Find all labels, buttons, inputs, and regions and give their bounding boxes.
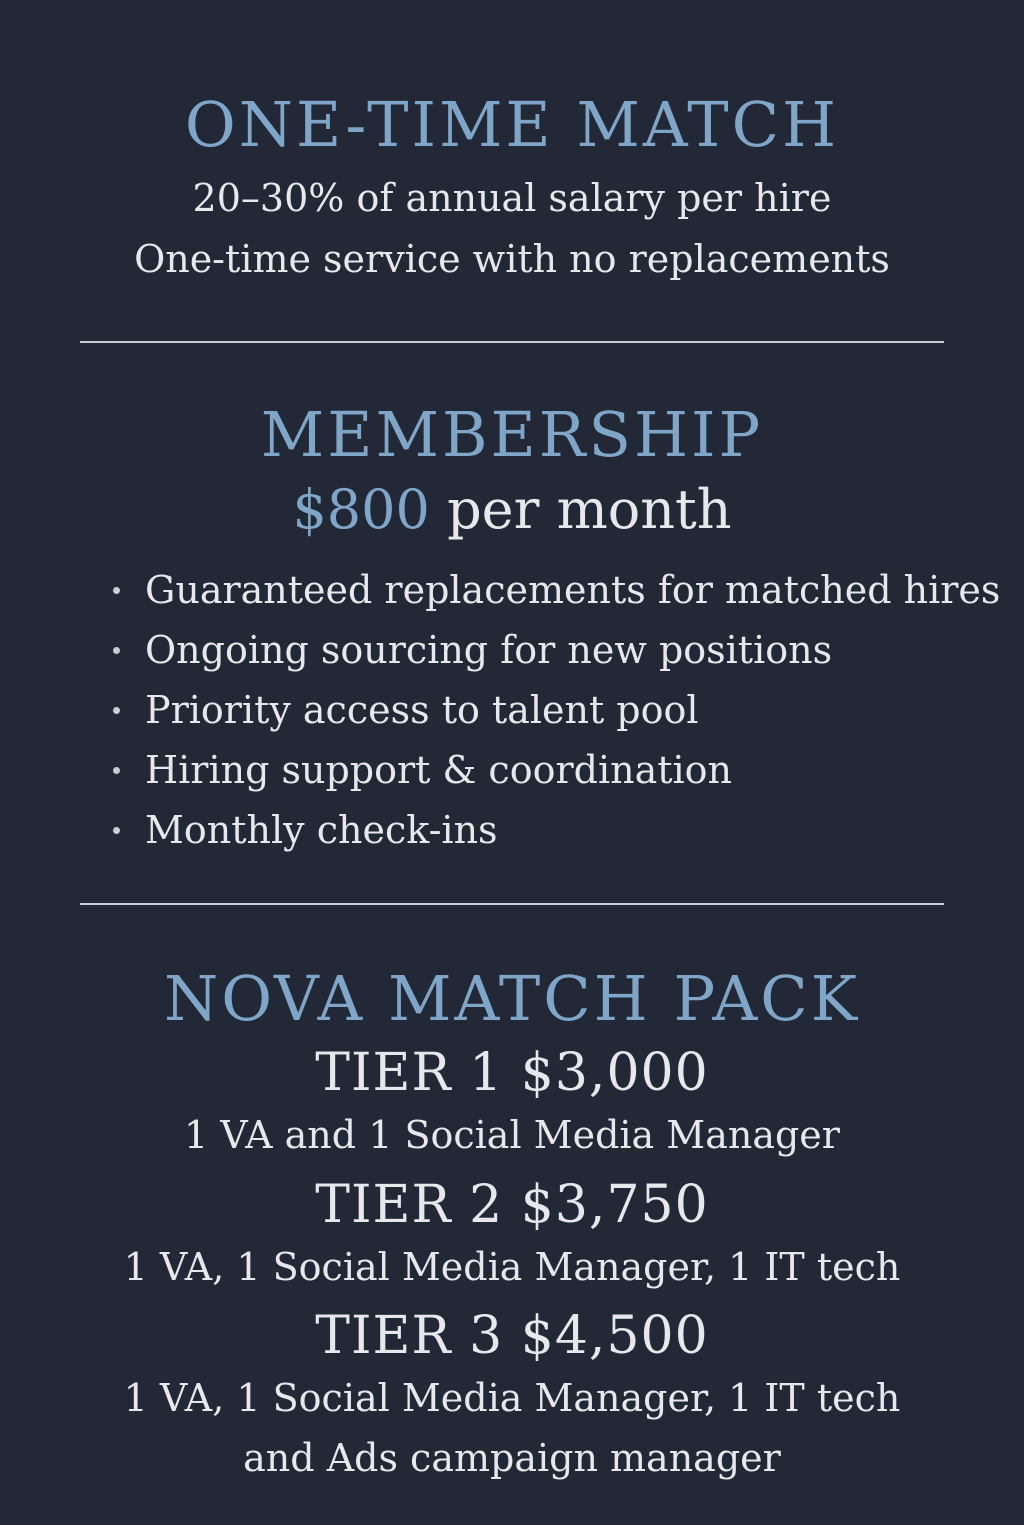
membership-period: per month [447,478,732,541]
membership-price: $800 [292,478,430,541]
bullet-icon [113,767,120,774]
divider-bottom [80,903,944,905]
tier-2-label: TIER 2 $3,750 [315,1175,709,1235]
feature-item: Guaranteed replacements for matched hires [113,560,1000,620]
one-time-match-title: ONE-TIME MATCH [184,88,840,161]
one-time-match-line-2: One-time service with no replacements [134,237,890,281]
nova-match-pack-title: NOVA MATCH PACK [163,962,861,1035]
bullet-icon [113,647,120,654]
tier-2-description: 1 VA, 1 Social Media Manager, 1 IT tech [123,1245,901,1289]
membership-price-line [0,478,1024,541]
tier-3-label: TIER 3 $4,500 [315,1306,709,1366]
tier-3-description-line-2: and Ads campaign manager [243,1436,781,1480]
membership-feature-list [113,560,1000,860]
tier-1-label: TIER 1 $3,000 [315,1043,709,1103]
divider-top [80,341,944,343]
membership-title: MEMBERSHIP [260,398,764,471]
feature-item: Ongoing sourcing for new positions [113,620,1000,680]
bullet-icon [113,587,120,594]
feature-item: Monthly check-ins [113,800,1000,860]
bullet-icon [113,707,120,714]
tier-3-description-line-1: 1 VA, 1 Social Media Manager, 1 IT tech [123,1376,901,1420]
one-time-match-line-1: 20–30% of annual salary per hire [192,176,832,220]
feature-item: Priority access to talent pool [113,680,1000,740]
bullet-icon [113,827,120,834]
tier-1-description: 1 VA and 1 Social Media Manager [184,1113,840,1157]
feature-item: Hiring support & coordination [113,740,1000,800]
